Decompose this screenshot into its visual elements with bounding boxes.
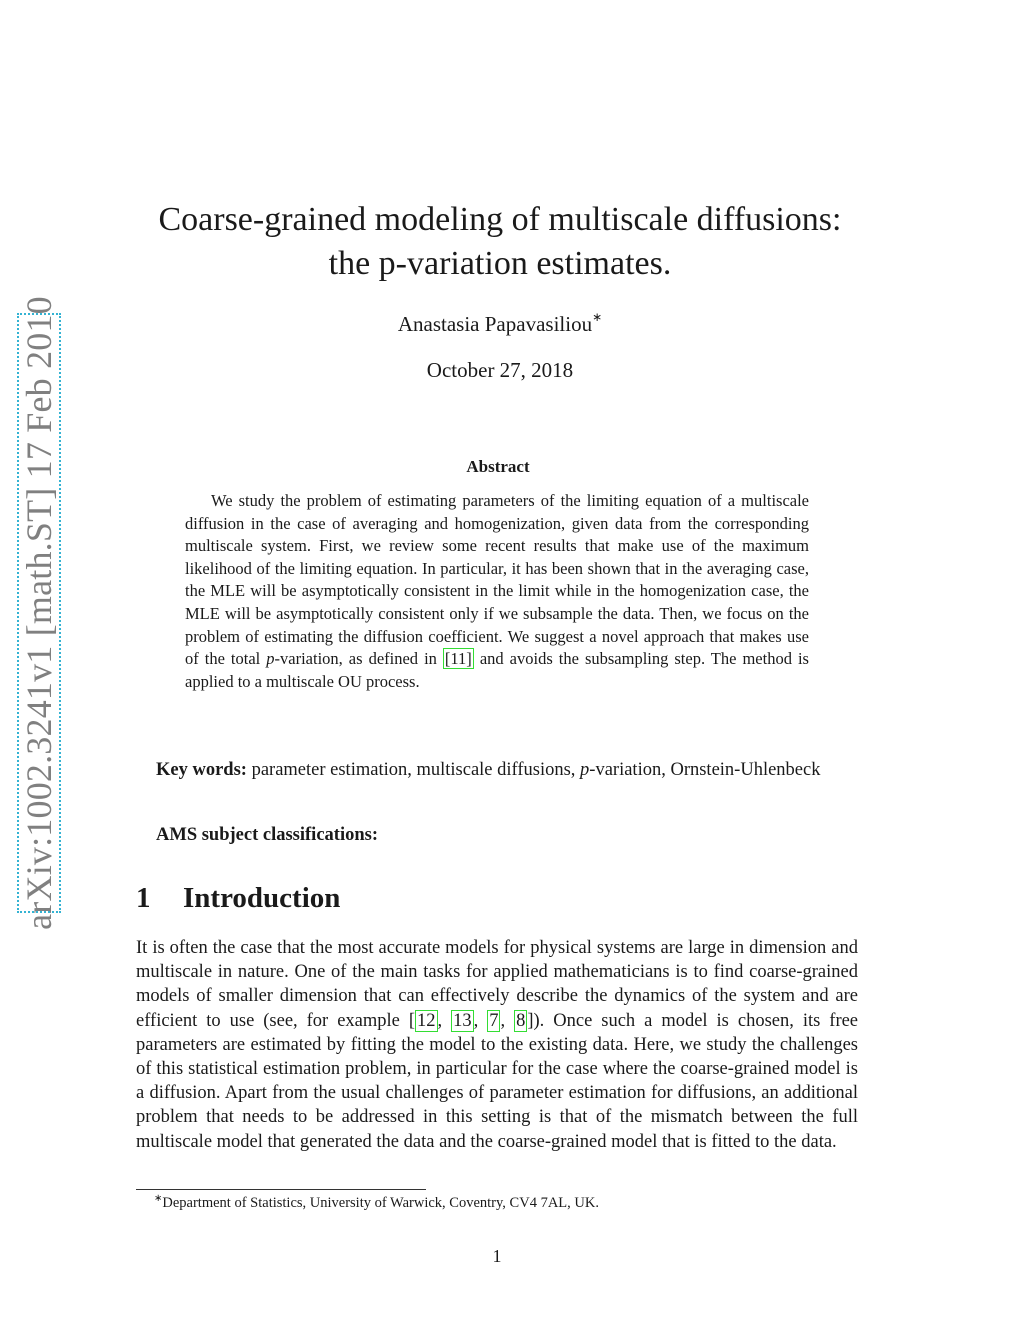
paper-title <box>0 198 1000 286</box>
intro-paragraph <box>136 936 858 1154</box>
abstract-p-italic: p <box>266 649 275 669</box>
abstract-text-2: -variation, as defined in <box>274 649 443 669</box>
citation-link[interactable]: 13 <box>453 1010 472 1031</box>
keywords-p-italic: p <box>580 760 590 780</box>
citation-link[interactable]: 12 <box>417 1010 436 1031</box>
footnote-mark: ∗ <box>154 1193 163 1204</box>
keywords-text-2: -variation, Ornstein-Uhlenbeck <box>589 760 821 780</box>
citation-link[interactable]: [11] <box>444 649 472 669</box>
ams-classifications: AMS subject classifications: <box>156 825 378 845</box>
title-line-1: Coarse-grained modeling of multiscale diffusions: <box>158 201 842 238</box>
page-number: 1 <box>492 1246 502 1266</box>
cite-separator: , <box>437 1010 452 1031</box>
footnote-text: Department of Statistics, University of Warwick, Coventry, CV4 7AL, UK. <box>162 1194 599 1211</box>
abstract-text-1: We study the problem of estimating parameters of the limiting equation of a multiscale diffusion in the case of averaging and homogenization, given data from the corresponding multiscale system. First, we review some recent results that make use of the maximum likelihood of the limiting equation. In particular, it has been shown that in the averaging case, the MLE will be asymptotically consistent in the limit while in the homogenization case, the MLE will be asymptotically consistent only if we subsample the data. Then, we focus on the problem of estimating the diffusion coefficient. We suggest a novel approach that makes use of the total <box>185 491 809 669</box>
intro-text-1: It is often the case that the most accurate models for physical systems are large in dimension and multiscale in nature. One of the main tasks for applied mathematicians is to find coarse-grained models of smaller dimension that can effectively describe the dynamics of the system and are efficient to use (see, for example [ <box>136 938 858 1031</box>
citation-link[interactable]: 8 <box>516 1010 526 1031</box>
section-heading <box>136 882 340 915</box>
paper-date: October 27, 2018 <box>426 358 574 382</box>
cite-separator: , <box>500 1010 515 1031</box>
arxiv-stamp: arXiv:1002.3241v1 [math.ST] 17 Feb 2010 <box>19 296 59 930</box>
section-number: 1 <box>136 882 151 914</box>
cite-separator: , <box>473 1010 488 1031</box>
section-title: Introduction <box>183 882 341 914</box>
abstract-body <box>185 490 809 693</box>
intro-text-2: ]). Once such a model is chosen, its free parameters are estimated by fitting the model to the existing data. Here, we study the challenges of this statistical estimation problem, in particular for the case where the coarse-grained model is a diffusion. Apart from the usual challenges of parameter estimation for diffusions, an additional problem that needs to be addressed in this setting is that of the mismatch between the full multiscale model that generated the data and the coarse-grained model that is fitted to the data. <box>136 1010 859 1152</box>
author-footnote-mark: ∗ <box>592 310 603 324</box>
abstract-text-3: and avoids the subsampling step. The method is applied to a multiscale OU process. <box>185 649 809 691</box>
author-name: Anastasia Papavasiliou <box>397 312 593 336</box>
author <box>0 312 1000 337</box>
keywords <box>136 758 858 782</box>
footnote-rule <box>136 1189 426 1190</box>
keywords-text-1: parameter estimation, multiscale diffusions, <box>246 760 581 780</box>
footnote <box>154 1193 599 1212</box>
citation-link[interactable]: 7 <box>489 1010 499 1031</box>
abstract-heading: Abstract <box>466 457 530 476</box>
keywords-label: Key words: <box>156 760 247 780</box>
title-line-2: the p-variation estimates. <box>328 245 672 282</box>
